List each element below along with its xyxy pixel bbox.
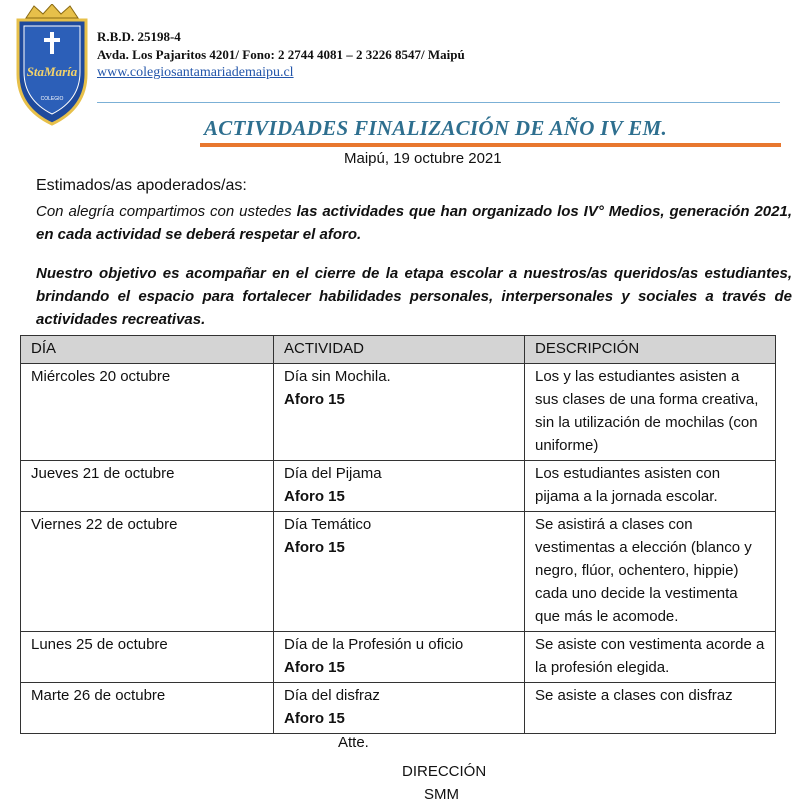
activity-aforo: Aforo 15 [284,488,345,505]
activity-aforo: Aforo 15 [284,391,345,408]
cell-activity [274,364,525,461]
cell-activity [274,632,525,683]
table-row [21,364,776,461]
closing: Atte. [338,734,369,751]
signature-smm: SMM [424,786,459,803]
header-description: DESCRIPCIÓN [525,336,776,364]
activities-table [20,335,776,734]
cell-day: Miércoles 20 octubre [21,364,274,461]
cell-description: Se asiste a clases con disfraz [525,683,776,734]
activity-aforo: Aforo 15 [284,710,345,727]
table-row [21,683,776,734]
signature-direction: DIRECCIÓN [402,763,487,780]
school-address: Avda. Los Pajaritos 4201/ Fono: 2 2744 4081 – 2 3226 8547/ Maipú [97,47,465,62]
intro-paragraph [36,200,792,246]
crest-sub: COLEGIO [40,96,64,102]
table-header-row [21,336,776,364]
table-row [21,512,776,632]
intro-bold: las actividades que han organizado los IV° Medios, generación 2021, en cada actividad se deberá respetar el aforo. [36,203,792,243]
cell-activity [274,512,525,632]
header-divider [97,102,780,103]
table-row [21,632,776,683]
header-activity: ACTIVIDAD [274,336,525,364]
school-crest-logo [12,4,92,126]
greeting: Estimados/as apoderados/as: [36,177,247,194]
objective-paragraph: Nuestro objetivo es acompañar en el cierre de la etapa escolar a nuestros/as queridos/as estudiantes, brindando el espacio para fortalecer habilidades personales, interpersonales y sociales a través de actividades recreativas. [36,265,792,328]
activity-aforo: Aforo 15 [284,659,345,676]
activity-name: Día de la Profesión u oficio [284,636,464,653]
website-link[interactable]: www.colegiosantamariademaipu.cl [97,65,294,80]
document-title: ACTIVIDADES FINALIZACIÓN DE AÑO IV EM. [204,116,668,140]
cell-description: Se asistirá a clases con vestimentas a elección (blanco y negro, flúor, ochentero, hippie) cada uno decide la vestimenta que más le acomode. [525,512,776,632]
cell-description: Se asiste con vestimenta acorde a la profesión elegida. [525,632,776,683]
cell-activity [274,461,525,512]
cell-day: Lunes 25 de octubre [21,632,274,683]
table-row [21,461,776,512]
cell-day: Viernes 22 de octubre [21,512,274,632]
activity-name: Día Temático [284,516,372,533]
document-date: Maipú, 19 octubre 2021 [344,150,502,167]
activity-name: Día del Pijama [284,465,382,482]
activity-name: Día sin Mochila. [284,368,391,385]
cell-description: Los estudiantes asisten con pijama a la jornada escolar. [525,461,776,512]
title-underline [200,143,781,147]
activity-aforo: Aforo 15 [284,539,345,556]
cell-activity [274,683,525,734]
cell-day: Jueves 21 de octubre [21,461,274,512]
header-day: DÍA [21,336,274,364]
rbd-number: R.B.D. 25198-4 [97,29,181,44]
crest-text: StaMaría [26,64,78,79]
cell-description: Los y las estudiantes asisten a sus clases de una forma creativa, sin la utilización de mochilas (con uniforme) [525,364,776,461]
activity-name: Día del disfraz [284,687,380,704]
cell-day: Marte 26 de octubre [21,683,274,734]
intro-normal: Con alegría compartimos con ustedes [36,203,297,220]
